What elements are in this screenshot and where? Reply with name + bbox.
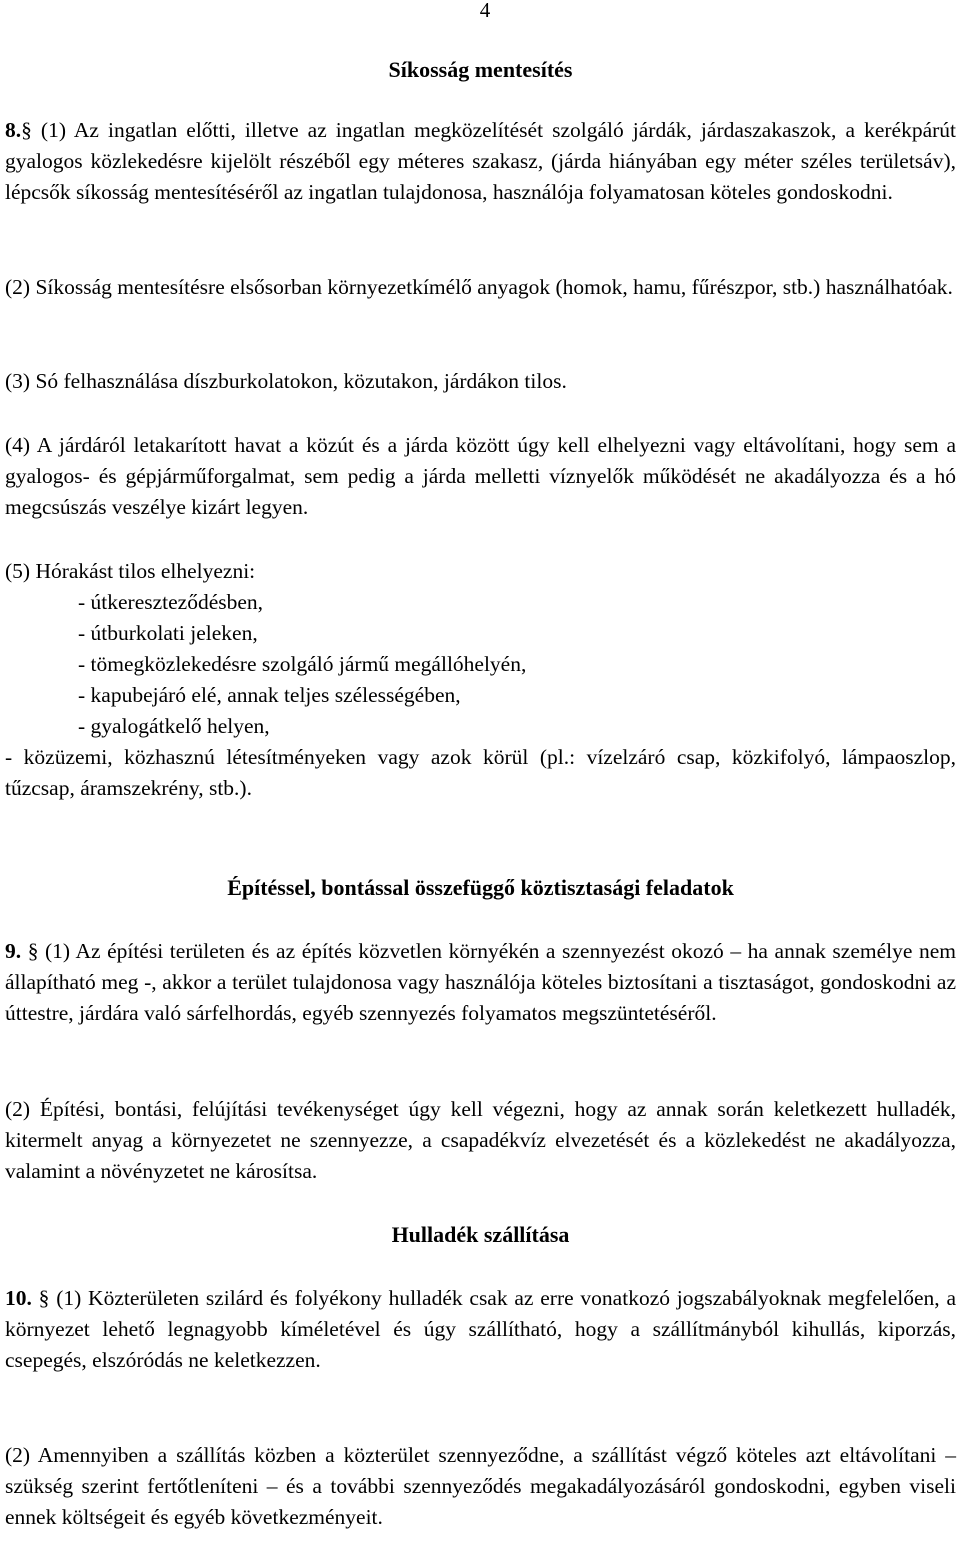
section-number-9: 9. xyxy=(5,939,22,963)
list-item: - útburkolati jeleken, xyxy=(78,621,258,645)
paragraph-8-4: (4) A járdáról letakarított havat a közút és a járda között úgy kell elhelyezni vagy eltávolítani, hogy sem a gyalogos- és gépjárműforgalmat, sem pedig a járda melletti víznyelők működését ne akadályozza és a hó megcsúszás veszélye kizárt legyen. xyxy=(5,433,956,519)
list-item: - tömegközlekedésre szolgáló jármű megállóhelyén, xyxy=(78,652,527,676)
paragraph-10-1 xyxy=(5,1283,956,1376)
snow-placement-list xyxy=(5,587,956,742)
paragraph-8-1-text: § (1) Az ingatlan előtti, illetve az ingatlan megközelítését szolgáló járdák, járdaszakaszok, a kerékpárút gyalogos közlekedésre kijelölt részéből egy méteres szakasz, (járda hiányában egy méter széles területsáv), lépcsők síkosság mentesítéséről az ingatlan tulajdonosa, használója folyamatosan köteles gondoskodni. xyxy=(5,118,956,204)
section-number-8: 8. xyxy=(5,118,22,142)
section-number-10: 10. xyxy=(5,1286,32,1310)
paragraph-8-5 xyxy=(5,556,956,804)
heading-sikossag: Síkosság mentesítés xyxy=(388,57,573,82)
paragraph-10-2: (2) Amennyiben a szállítás közben a közterület szennyeződne, a szállítást végző köteles azt eltávolítani – szükség szerint fertőtleníteni – és a további szennyeződés megakadályozásáról gondoskodni, egyben viseli ennek költségeit és egyéb következményeit. xyxy=(5,1443,956,1529)
list-item: - gyalogátkelő helyen, xyxy=(78,714,270,738)
list-item: - útkereszteződésben, xyxy=(78,590,264,614)
paragraph-8-1 xyxy=(5,115,956,208)
paragraph-10-1-text: § (1) Közterületen szilárd és folyékony hulladék csak az erre vonatkozó jogszabályoknak megfelelően, a környezet lehető legnagyobb kíméletével és úgy szállítható, hogy a szállítmányból kihullás, kiporzás, csepegés, elszóródás ne keletkezzen. xyxy=(5,1286,956,1372)
paragraph-9-1-text: § (1) Az építési területen és az építés közvetlen környékén a szennyezést okozó – ha annak személye nem állapítható meg -, akkor a terület tulajdonosa vagy használója köteles biztosítani a tisztaságot, gondoskodni az úttestre, járdára való sárfelhordás, egyéb szennyezés folyamatos megszüntetéséről. xyxy=(5,939,957,1025)
heading-epitessel: Építéssel, bontással összefüggő köztisztasági feladatok xyxy=(227,875,734,900)
list-item: - kapubejáró elé, annak teljes szélességében, xyxy=(78,683,461,707)
paragraph-9-2: (2) Építési, bontási, felújítási tevékenységet úgy kell végezni, hogy az annak során keletkezett hulladék, kitermelt anyag a környezetet ne szennyezze, a csapadékvíz elvezetését és a közlekedést ne akadályozza, valamint a növényzetet ne károsítsa. xyxy=(5,1097,956,1183)
heading-hulladek: Hulladék szállítása xyxy=(391,1222,570,1247)
page-number: 4 xyxy=(479,0,491,22)
paragraph-8-3: (3) Só felhasználása díszburkolatokon, közutakon, járdákon tilos. xyxy=(5,369,567,393)
paragraph-9-1 xyxy=(5,936,956,1029)
paragraph-8-2: (2) Síkosság mentesítésre elsősorban környezetkímélő anyagok (homok, hamu, fűrészpor, stb.) használhatóak. xyxy=(5,275,953,299)
paragraph-8-5-intro: (5) Hórakást tilos elhelyezni: xyxy=(5,559,256,583)
paragraph-8-5-last: - közüzemi, közhasznú létesítményeken vagy azok körül (pl.: vízelzáró csap, közkifolyó, lámpaoszlop, tűzcsap, áramszekrény, stb.). xyxy=(5,745,956,800)
